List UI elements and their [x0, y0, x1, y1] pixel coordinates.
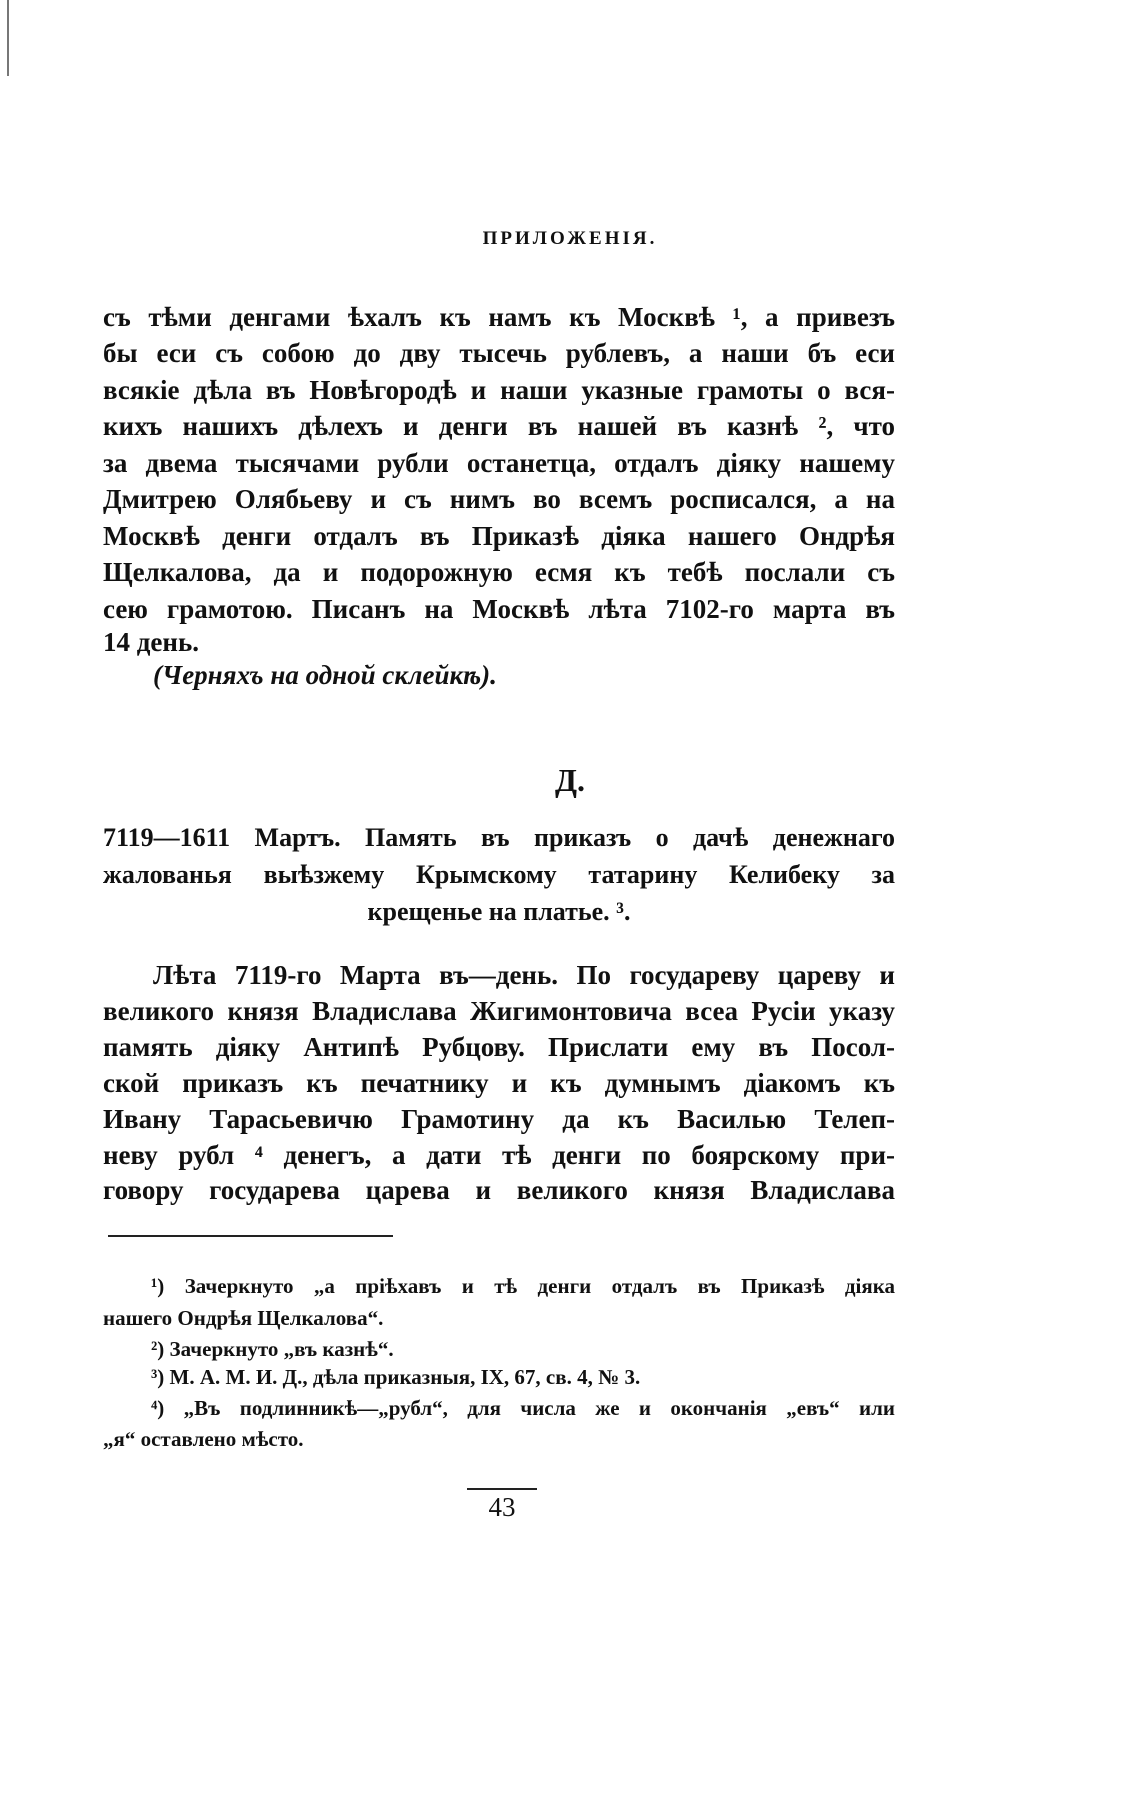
section-letter: Д. — [554, 762, 585, 798]
section-line: Лѣта 7119-го Марта въ—день. По государеву цареву и — [153, 960, 895, 990]
page-number-rule — [467, 1488, 537, 1490]
section-heading-line: 7119—1611 Мартъ. Память въ приказъ о дачѣ денежнаго — [103, 823, 895, 852]
section-line: неву рубл ⁴ денегъ, а дати тѣ денги по боярскому при- — [103, 1140, 895, 1170]
section-line: память діяку Антипѣ Рубцову. Прислати ему въ Посол- — [103, 1032, 895, 1062]
body-line: сею грамотою. Писанъ на Москвѣ лѣта 7102-го марта въ — [103, 594, 895, 624]
footnote-separator — [108, 1235, 393, 1237]
archival-note: (Черняхъ на одной склейкѣ). — [153, 660, 497, 690]
footnote-line: ²) Зачеркнуто „въ казнѣ“. — [151, 1337, 394, 1361]
body-line: бы еси съ собою до дву тысечь рублевъ, а наши бъ еси — [103, 338, 895, 368]
scan-edge-mark — [7, 0, 9, 76]
section-line: Ивану Тарасьевичю Грамотину да къ Василью Телеп- — [103, 1104, 895, 1134]
section-line: говору государева царева и великого князя Владислава — [103, 1175, 895, 1205]
section-line: ской приказъ къ печатнику и къ думнымъ діакомъ къ — [103, 1068, 895, 1098]
body-line: Москвѣ денги отдалъ въ Приказѣ діяка нашего Ондрѣя — [103, 521, 895, 551]
section-heading-line: крещенье на платье. ³. — [367, 897, 631, 926]
body-line: съ тѣми денгами ѣхалъ къ намъ къ Москвѣ ¹, а привезъ — [103, 302, 895, 332]
section-heading-line: жалованья выѣзжему Крымскому татарину Келибеку за — [103, 860, 895, 889]
footnote-line: „я“ оставлено мѣсто. — [103, 1427, 304, 1451]
body-line: 14 день. — [103, 627, 199, 657]
body-line: кихъ нашихъ дѣлехъ и денги въ нашей въ казнѣ ², что — [103, 411, 895, 441]
footnote-line: ³) М. А. М. И. Д., дѣла приказныя, IX, 67, св. 4, № 3. — [151, 1365, 641, 1389]
body-line: за двема тысячами рубли останетца, отдалъ діяку нашему — [103, 448, 895, 478]
body-line: Дмитрею Олябьеву и съ нимъ во всемъ росписался, а на — [103, 484, 895, 514]
section-line: великого князя Владислава Жигимонтовича всеа Русіи указу — [103, 996, 895, 1026]
footnote-line: ¹) Зачеркнуто „а пріѣхавъ и тѣ денги отдалъ въ Приказѣ діяка — [151, 1274, 895, 1298]
page-number: 43 — [488, 1492, 516, 1522]
body-line: всякіе дѣла въ Новѣгородѣ и наши указные грамоты о вся- — [103, 375, 895, 405]
footnote-line: ⁴) „Въ подлинникѣ—„рубл“, для числа же и окончанія „евъ“ или — [151, 1396, 895, 1420]
body-line: Щелкалова, да и подорожную есмя къ тебѣ послали съ — [103, 557, 895, 587]
running-header: ПРИЛОЖЕНІЯ. — [482, 228, 658, 249]
footnote-line: нашего Ондрѣя Щелкалова“. — [103, 1306, 384, 1330]
